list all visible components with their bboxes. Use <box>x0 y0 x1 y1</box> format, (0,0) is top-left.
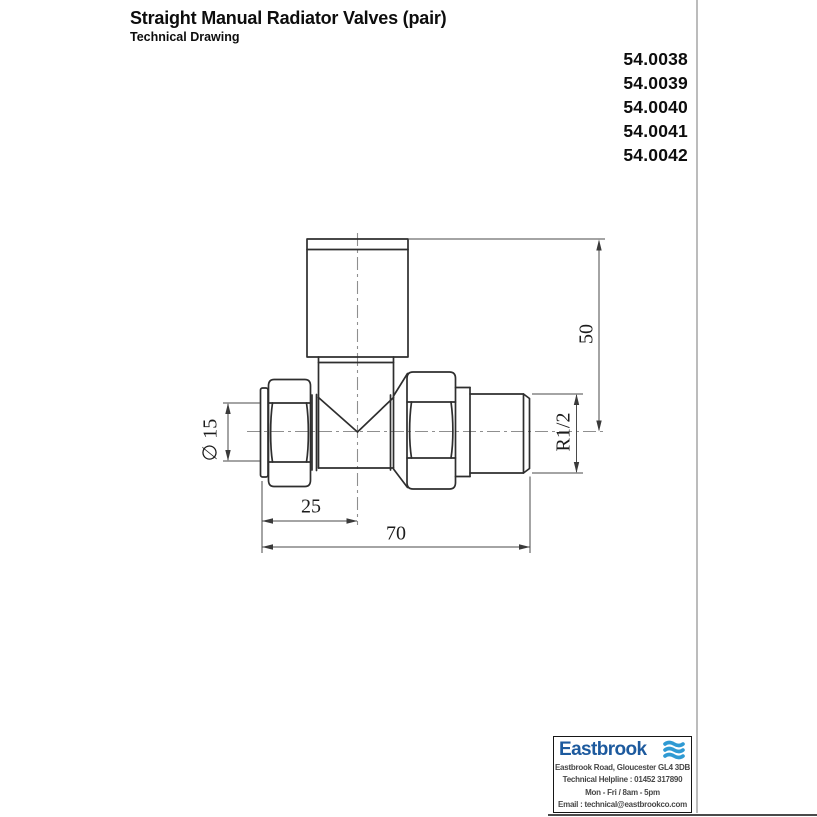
page-title: Straight Manual Radiator Valves (pair) <box>130 8 447 28</box>
product-code: 54.0039 <box>623 73 688 93</box>
product-code: 54.0042 <box>623 145 688 165</box>
dimension-label-70: 70 <box>386 522 406 545</box>
compression-fitting <box>261 380 317 487</box>
product-code: 54.0038 <box>623 49 688 69</box>
dimension-label-50: 50 <box>575 324 598 344</box>
brand-name: Eastbrook <box>559 739 647 760</box>
dimension-label-25: 25 <box>301 495 321 518</box>
dimension-label-r12: R1/2 <box>552 412 575 452</box>
product-code: 54.0041 <box>623 121 688 141</box>
brand-helpline: Technical Helpline : 01452 317890 <box>562 775 683 785</box>
dimension-label-diameter: ∅ 15 <box>199 418 222 462</box>
page-subtitle: Technical Drawing <box>130 30 240 44</box>
union-nut <box>391 372 456 489</box>
eastbrook-waves-icon <box>662 740 686 760</box>
brand-info-box <box>553 736 692 813</box>
brand-hours: Mon - Fri / 8am - 5pm <box>585 787 660 797</box>
brand-address: Eastbrook Road, Gloucester GL4 3DB <box>554 763 691 772</box>
brand-email: Email : technical@eastbrookco.com <box>558 800 687 810</box>
product-code: 54.0040 <box>623 97 688 117</box>
valve-body <box>319 357 394 468</box>
